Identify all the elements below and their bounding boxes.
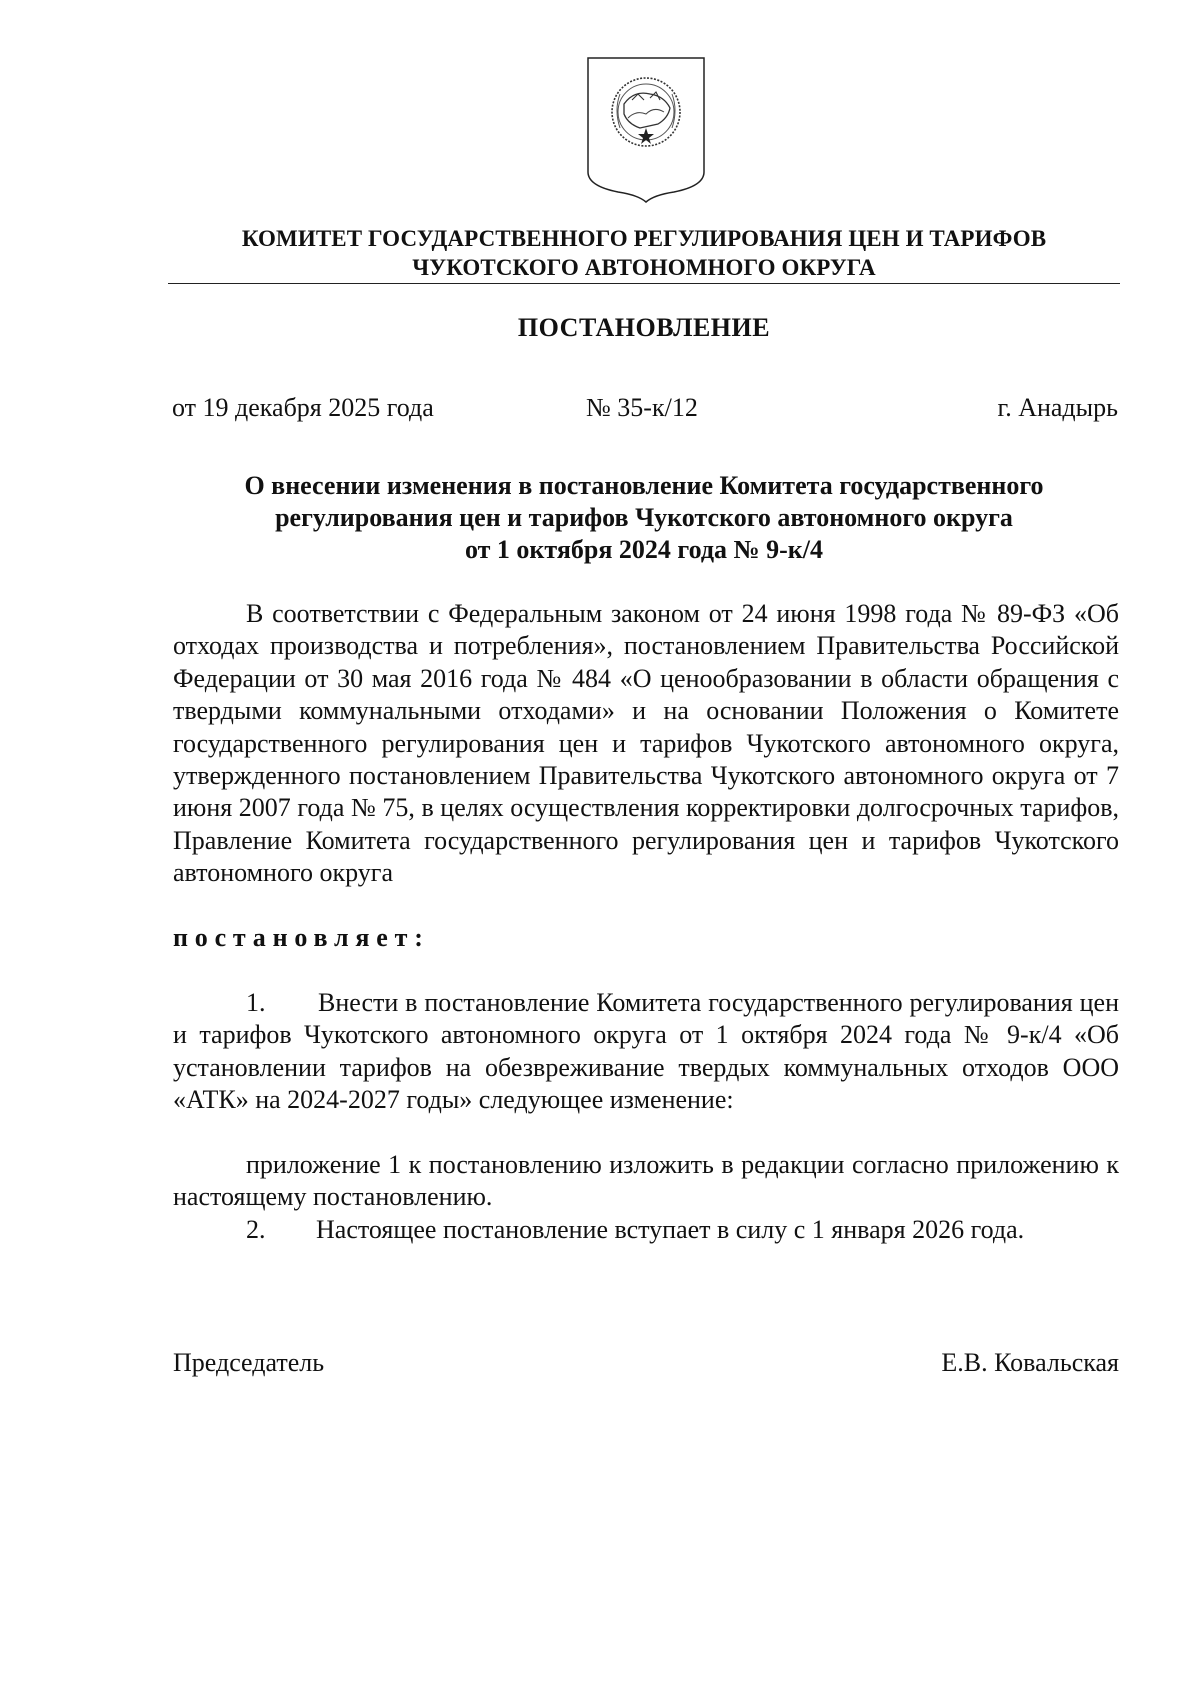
- decree-word: постановляет:: [173, 923, 430, 952]
- organization-name-line1: КОМИТЕТ ГОСУДАРСТВЕННОГО РЕГУЛИРОВАНИЯ ЦЕН И ТАРИФОВ: [241, 226, 1047, 251]
- item-1-number: 1.: [246, 988, 266, 1017]
- item-2-number: 2.: [246, 1215, 266, 1244]
- item-1-paragraph: [173, 987, 1119, 1117]
- signatory-position: Председатель: [173, 1348, 325, 1377]
- document-type: ПОСТАНОВЛЕНИЕ: [517, 313, 771, 342]
- organization-name-line2: ЧУКОТСКОГО АВТОНОМНОГО ОКРУГА: [412, 255, 876, 280]
- preamble-paragraph: В соответствии с Федеральным законом от 24 июня 1998 года № 89-ФЗ «Об отходах производства и потребления», постановлением Правительства Российской Федерации от 30 мая 2016 года № 484 «О ценообразовании в области обращения с твердыми коммунальными отходами» и на основании Положения о Комитете государственного регулирования цен и тарифов Чукотского автономного округа, утвержденного постановлением Правительства Чукотского автономного округа от 7 июня 2007 года № 75, в целях осуществления корректировки долгосрочных тарифов, Правление Комитета государственного регулирования цен и тарифов Чукотского автономного округа: [173, 599, 1119, 888]
- item-1-text: Внести в постановление Комитета государственного регулирования цен и тарифов Чукотского автономного округа от 1 октября 2024 года № 9-к/4 «Об установлении тарифов на обезвреживание твердых коммунальных отходов ООО «АТК» на 2024-2027 годы» следующее изменение:: [173, 988, 1119, 1115]
- document-number: № 35-к/12: [586, 393, 698, 422]
- coat-of-arms-icon: [584, 54, 708, 204]
- document-city: г. Анадырь: [997, 393, 1118, 422]
- document-title-line2: регулирования цен и тарифов Чукотского автономного округа: [275, 503, 1013, 532]
- document-title-line3: от 1 октября 2024 года № 9-к/4: [465, 535, 823, 564]
- header-divider: [168, 283, 1120, 284]
- signatory-name: Е.В. Ковальская: [941, 1348, 1119, 1377]
- item-2-text: Настоящее постановление вступает в силу с 1 января 2026 года.: [316, 1215, 1025, 1244]
- document-date: от 19 декабря 2025 года: [172, 393, 434, 422]
- item-1-sub-paragraph: приложение 1 к постановлению изложить в редакции согласно приложению к настоящему постановлению.: [173, 1150, 1119, 1212]
- document-title-line1: О внесении изменения в постановление Комитета государственного: [244, 471, 1044, 500]
